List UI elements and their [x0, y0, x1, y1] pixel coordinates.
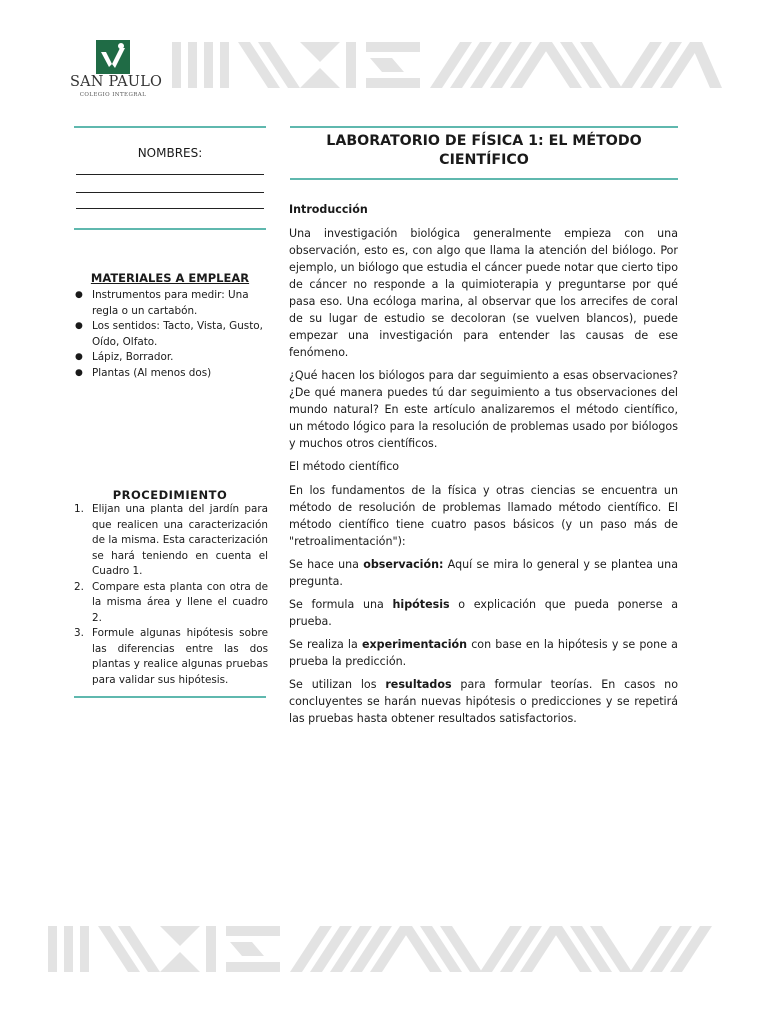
step-text: Aquí se mira lo general y se plantea una pregunta.: [289, 558, 679, 588]
bullet-icon: ●: [75, 367, 83, 378]
paragraph: Una investigación biológica generalmente empieza con una observación, esto es, con algo que llama la atención del biólogo. Por ejemplo, un biólogo que estudia el cáncer puede notar que cierto tipo de cáncer no responde a la quimioterapia y preguntarse por qué pasa eso. Una ecóloga marina, al observar que los arrecifes de coral de su lugar de estudio se decoloran (se vuelven blancos), puede empezar una investigación para entender las causas de ese fenómeno.: [289, 227, 678, 359]
step-paragraph: [289, 596, 678, 630]
step-text: Se realiza la: [289, 638, 362, 651]
left-bottom-divider: [74, 696, 266, 698]
step-text: para formular teorías. En casos no concluyentes se harán nuevas hipótesis o predicciones y se repetirá las pruebas hasta obtener resultados satisfactorios.: [289, 678, 678, 725]
name-blank-line[interactable]: [76, 208, 264, 209]
left-top-divider: [74, 126, 266, 128]
step-keyword: hipótesis: [392, 598, 450, 611]
step-text: o explicación que pueda ponerse a prueba.: [289, 598, 678, 628]
list-item-text: Compare esta planta con otra de la misma área y llene el cuadro 2.: [92, 580, 268, 624]
page-title-line: CIENTÍFICO: [439, 152, 529, 168]
list-item-text-cont: Oído, Olfato.: [92, 335, 158, 348]
list-item: [74, 319, 268, 350]
materiales-list: [74, 288, 268, 381]
school-subtitle: COLEGIO INTEGRAL: [79, 92, 147, 98]
list-item: [74, 350, 268, 366]
bullet-icon: ●: [75, 290, 83, 300]
school-name: SAN PAULO: [70, 74, 163, 90]
paragraph: En los fundamentos de la física y otras ciencias se encuentra un método de resolución de problemas llamado método científico. El método científico tiene cuatro pasos básicos (y un paso más de "retroalimentación"):: [289, 484, 678, 548]
list-item-text: Lápiz, Borrador.: [92, 351, 174, 363]
list-item: [74, 580, 268, 627]
list-item-text: Instrumentos para medir: Una regla o un cartabón.: [92, 289, 249, 317]
title-top-divider: [290, 126, 678, 128]
step-paragraph: [289, 556, 678, 590]
step-keyword: resultados: [385, 678, 452, 691]
list-item: [74, 366, 268, 382]
bullet-icon: ●: [75, 321, 83, 331]
procedimiento-list: [74, 502, 268, 688]
step-paragraph: [289, 636, 678, 670]
page-title-line: LABORATORIO DE FÍSICA 1: EL MÉTODO: [326, 133, 642, 149]
section-heading: Introducción: [289, 203, 368, 216]
materiales-title: MATERIALES A EMPLEAR: [90, 271, 250, 285]
paragraph: ¿Qué hacen los biólogos para dar seguimiento a esas observaciones? ¿De qué manera puedes tú dar seguimiento a tus observaciones del mundo natural? En este artículo analizaremos el método científico, un método lógico para la resolución de problemas usado por biólogos y muchos otros científicos.: [289, 369, 678, 450]
school-logo: [70, 40, 163, 102]
title-bottom-divider: [290, 178, 678, 180]
step-text: Se utilizan los: [289, 678, 386, 691]
article-body: [289, 201, 678, 733]
list-item-text: Plantas (Al menos dos): [92, 366, 212, 379]
step-keyword: observación:: [363, 558, 444, 571]
list-item-text: Formule algunas hipótesis sobre las diferencias entre las dos plantas y realice algunas pruebas para validar sus hipótesis.: [92, 627, 268, 686]
step-text: Se hace una: [289, 558, 364, 571]
step-paragraph: [289, 676, 678, 727]
left-names-divider: [74, 228, 266, 230]
name-blank-line[interactable]: [76, 192, 264, 193]
list-item: [74, 626, 268, 688]
step-text: Se formula una: [289, 598, 393, 611]
list-item-text: Elijan una planta del jardín para que realicen una caracterización de la misma. Esta caracterización se hará teniendo en cuenta el Cuadro 1.: [92, 503, 268, 577]
section-heading: El método científico: [289, 460, 400, 473]
page-title: [290, 132, 678, 170]
list-item-number: 3.: [74, 627, 84, 639]
san-paulo-emblem-icon: [96, 40, 130, 74]
name-blank-line[interactable]: [76, 174, 264, 175]
list-item-text: Los sentidos: Tacto, Vista, Gusto,: [92, 320, 263, 332]
step-keyword: experimentación: [361, 638, 468, 651]
procedimiento-title: PROCEDIMIENTO: [112, 488, 228, 502]
footer-decorative-band: [0, 924, 768, 974]
list-item: [74, 288, 268, 319]
nombres-label: NOMBRES:: [137, 146, 203, 160]
list-item-number: 1.: [74, 503, 84, 515]
list-item: [74, 502, 268, 580]
bullet-icon: ●: [75, 352, 83, 362]
list-item-number: 2.: [74, 580, 84, 593]
step-text: con base en la hipótesis y se pone a prueba la predicción.: [289, 638, 678, 668]
